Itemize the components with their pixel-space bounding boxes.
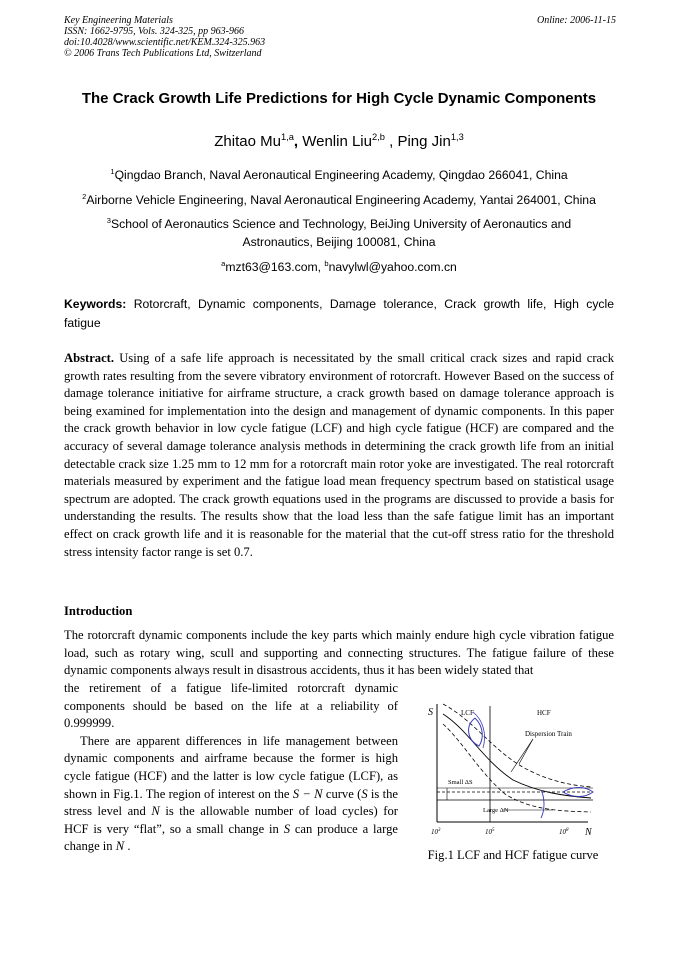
email-b: navylwl@yahoo.com.cn	[328, 260, 457, 274]
journal-doi: doi:10.4028/www.scientific.net/KEM.324-325.963	[64, 37, 266, 48]
affiliation-1: $^1$Qingdao Branch, Naval Aeronautical Engineering Academy, Qingdao 266041, China	[110, 166, 568, 182]
intro-paragraph-2: There are apparent differences in life management between dynamic components and airframe because the former is high cycle fatigue (HCF) and the latter is low cycle fatigue (LCF), as shown in Fig.1. The region of interest on the S − N curve (S is the stress level and N is the allowable number of load cycles) for HCF is very “flat”, so a small change in S can produce a large change in N .	[64, 733, 399, 854]
author-affiliation-mark: 1,a	[280, 132, 294, 142]
author-separator: ,	[384, 133, 398, 150]
x-tick-label: $10^5$	[485, 828, 495, 836]
section-heading-introduction: Introduction	[64, 604, 133, 618]
distribution-curve-lcf-edge	[473, 712, 485, 748]
dispersion-label: Dispersion Train	[525, 730, 572, 738]
author-name: Wenlin Liu	[302, 133, 372, 150]
large-delta-n-label: Large ΔN	[483, 807, 509, 814]
author-name: Ping Jin	[397, 133, 451, 150]
dispersion-pointer	[511, 739, 533, 772]
intro-paragraph-continued: the retirement of a fatigue life-limited rotorcraft dynamic components should be based on the life at a reliability of 0.999999.	[64, 681, 398, 731]
x-axis-label: N	[585, 827, 592, 838]
abstract-label: Abstract.	[64, 351, 115, 365]
figure-caption: Fig.1 LCF and HCF fatigue curve	[427, 848, 599, 862]
journal-issn: ISSN: 1662-9795, Vols. 324-325, pp 963-966	[64, 26, 244, 37]
journal-copyright: © 2006 Trans Tech Publications Ltd, Switzerland	[64, 48, 262, 59]
keywords-text: Rotorcraft, Dynamic components, Damage tolerance, Crack growth life, High cycle fatigue	[64, 297, 614, 330]
affiliation-3: $^3$School of Aeronautics Science and Technology, BeiJing University of Aeronautics and Astronautics, Beijing 100081, China	[106, 215, 572, 249]
paper-title: The Crack Growth Life Predictions for High Cycle Dynamic Components	[81, 90, 597, 107]
x-tick-label: $10^3$	[431, 828, 441, 836]
author-affiliation-mark: 1,3	[450, 132, 464, 142]
distribution-curve-lcf	[469, 718, 483, 746]
author-emails: $^a$mzt63@163.com, $^b$navylwl@yahoo.com.cn	[221, 258, 457, 274]
keywords-label: Keywords:	[64, 297, 127, 311]
affiliation-2: $^2$Airborne Vehicle Engineering, Naval Aeronautical Engineering Academy, Yantai 264001, China	[82, 191, 596, 207]
hcf-region-label: HCF	[537, 709, 551, 717]
distribution-curve-hcf-edge	[541, 790, 544, 818]
sn-curve-diagram	[413, 700, 613, 845]
y-axis-label: S	[428, 707, 433, 718]
x-tick-label: $10^8$	[559, 828, 569, 836]
small-delta-s-label: Small ΔS	[448, 779, 473, 786]
journal-header	[64, 15, 394, 59]
lcf-region-label: LCF	[461, 709, 474, 717]
email-a: mzt63@163.com,	[225, 260, 325, 274]
author-name: Zhitao Mu	[214, 133, 281, 150]
author-list	[0, 133, 678, 150]
online-date: Online: 2006-11-15	[537, 15, 616, 26]
journal-name: Key Engineering Materials	[64, 15, 173, 26]
figure-1	[413, 700, 613, 845]
intro-paragraph: The rotorcraft dynamic components include the key parts which mainly endure high cycle vibration fatigue load, such as rotary wing, scull and supporting and connecting structures. The fatigue failure of these dynamic components always result in disastrous accidents, thus it has been widely stated that	[64, 628, 614, 678]
intro-paragraph-narrow	[64, 680, 398, 856]
author-separator: ,	[293, 133, 303, 150]
abstract	[64, 350, 614, 561]
author-affiliation-mark: 2,b	[371, 132, 385, 142]
abstract-text: Using of a safe life approach is necessitated by the small critical crack sizes and rapid crack growth rates resulting from the severe vibratory environment of rotorcraft. However Based on the success of damage tolerance initiative for airframe structure, a crack growth based on damage tolerance approach is being examined for implementation into the design and management of dynamic components. In this paper the crack growth behavior in low cycle fatigue (LCF) and high cycle fatigue (HCF) are compared and the accuracy of several damage tolerance analysis methods in determining the crack growth life from an initial detectable crack size 1.25 mm to 12 mm for a rotorcraft main rotor yoke are investigated. The real rotorcraft materials measured by experiment and the fatigue load mean frequency spectrum based on statistical usage spectrum are adopted. The crack growth equations used in the programs are discussed to provide a basis for understanding the results. The results show that the load less than the safe fatigue limit has an important effect on crack growth life and it is reasonable for the material that the cut-off stress ratio for the threshold stress intensity factor range is set 0.7.	[64, 351, 614, 559]
dispersion-pointer	[519, 739, 533, 764]
keywords	[64, 295, 614, 333]
